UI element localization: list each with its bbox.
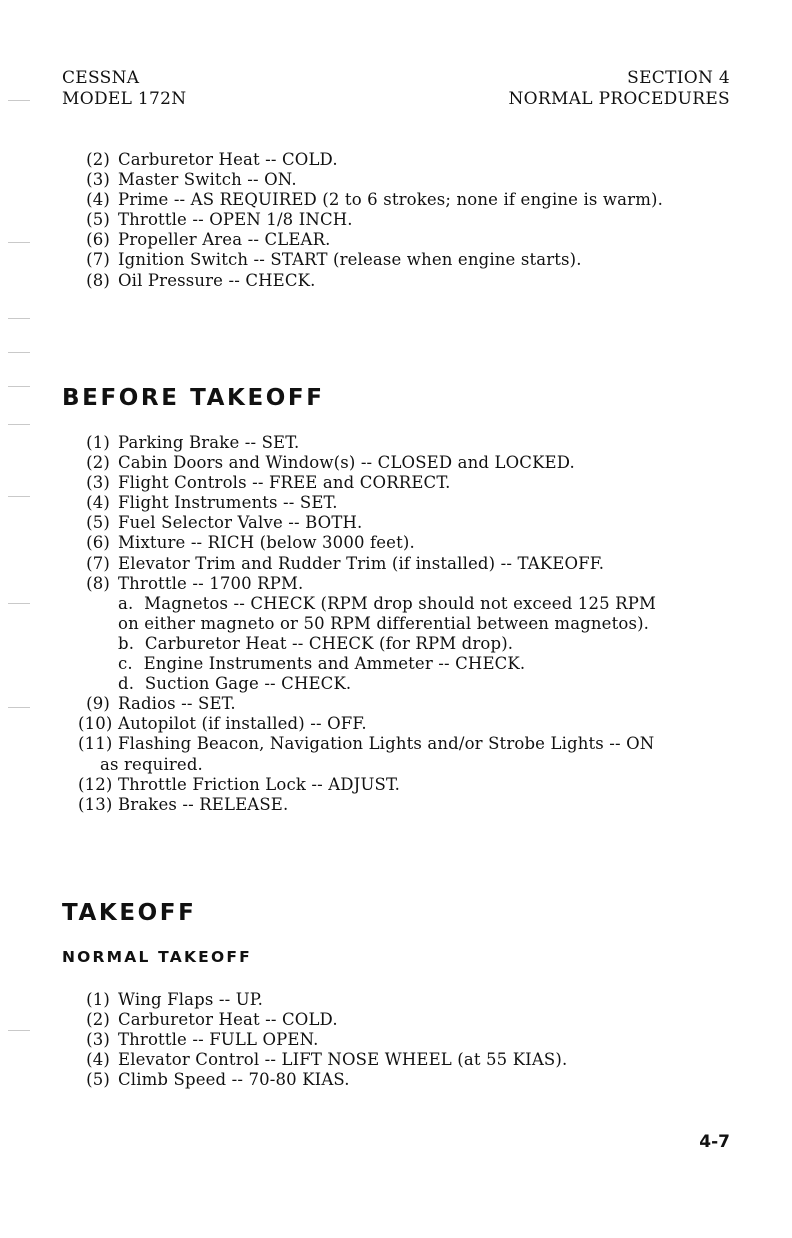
list-item	[78, 250, 663, 270]
item-number: (4)	[86, 1050, 110, 1070]
item-text: Throttle Friction Lock -- ADJUST.	[118, 774, 401, 794]
list-item	[78, 694, 748, 714]
item-text: Parking Brake -- SET.	[118, 433, 300, 452]
item-text: Propeller Area -- CLEAR.	[118, 230, 331, 250]
item-number: (9)	[86, 694, 110, 714]
item-text: Master Switch -- ON.	[118, 170, 297, 190]
item-number: (4)	[86, 493, 110, 513]
item-number: (5)	[86, 513, 110, 533]
item-text: Prime -- AS REQUIRED (2 to 6 strokes; none if engine is warm).	[118, 190, 663, 210]
normal-takeoff-subheading: NORMAL TAKEOFF	[62, 948, 252, 966]
item-text: Brakes -- RELEASE.	[118, 794, 289, 814]
scan-mark	[8, 603, 30, 604]
list-item	[78, 1010, 567, 1030]
item-number: (11)	[78, 734, 113, 754]
item-number: (3)	[86, 1030, 110, 1050]
normal-takeoff-list	[78, 990, 567, 1090]
item-text: Flight Controls -- FREE and CORRECT.	[118, 473, 451, 493]
item-text: Throttle -- FULL OPEN.	[118, 1030, 319, 1050]
page-header-right	[509, 68, 731, 110]
scan-mark	[8, 386, 30, 387]
starting-engine-list	[78, 150, 663, 291]
item-number: (7)	[86, 250, 110, 270]
list-item	[78, 533, 748, 553]
sub-item-continuation: on either magneto or 50 RPM differential between magnetos).	[118, 613, 650, 633]
item-number: (6)	[86, 230, 110, 250]
scan-mark	[8, 1030, 30, 1031]
item-text: Throttle -- OPEN 1/8 INCH.	[118, 210, 353, 230]
list-item	[78, 433, 748, 453]
list-item	[78, 574, 748, 594]
item-text: Elevator Trim and Rudder Trim (if installed) -- TAKEOFF.	[118, 553, 605, 573]
item-text: Fuel Selector Valve -- BOTH.	[118, 513, 363, 533]
item-text: Autopilot (if installed) -- OFF.	[118, 714, 367, 734]
page-number: 4-7	[699, 1132, 730, 1152]
item-text: Flashing Beacon, Navigation Lights and/or Strobe Lights -- ON	[118, 734, 655, 754]
model: MODEL 172N	[62, 89, 187, 109]
item-number: (8)	[86, 270, 110, 290]
scan-mark	[8, 424, 30, 425]
list-item	[78, 150, 663, 170]
item-number: (6)	[86, 533, 110, 553]
manufacturer: CESSNA	[62, 68, 140, 88]
list-item	[78, 990, 567, 1010]
list-item	[78, 513, 748, 533]
scan-mark	[8, 242, 30, 243]
list-item	[78, 554, 748, 574]
item-number: (3)	[86, 170, 110, 190]
list-item	[78, 1050, 567, 1070]
item-number: (5)	[86, 1070, 110, 1090]
item-text: Ignition Switch -- START (release when engine starts).	[118, 250, 582, 270]
item-text: Wing Flaps -- UP.	[118, 990, 264, 1009]
list-item	[78, 775, 748, 795]
list-item	[78, 795, 748, 815]
list-item	[78, 210, 663, 230]
section-number: SECTION 4	[627, 68, 730, 88]
list-item	[78, 473, 748, 493]
item-number: (8)	[86, 573, 110, 593]
item-number: (4)	[86, 190, 110, 210]
scan-mark	[8, 707, 30, 708]
section-title: NORMAL PROCEDURES	[508, 89, 730, 109]
list-item	[78, 493, 748, 513]
list-item	[78, 271, 663, 291]
list-item	[78, 1030, 567, 1050]
item-number: (5)	[86, 210, 110, 230]
scan-mark	[8, 100, 30, 101]
list-item	[78, 190, 663, 210]
list-item	[78, 230, 663, 250]
list-item	[78, 1070, 567, 1090]
item-continuation: as required.	[100, 754, 203, 774]
item-text: Climb Speed -- 70-80 KIAS.	[118, 1070, 350, 1090]
item-text: Carburetor Heat -- COLD.	[118, 150, 338, 169]
item-text: Carburetor Heat -- COLD.	[118, 1010, 338, 1030]
item-number: (2)	[86, 1010, 110, 1030]
item-number: (13)	[78, 794, 113, 814]
item-number: (2)	[86, 453, 110, 473]
item-number: (1)	[86, 433, 110, 452]
sub-item: c. Engine Instruments and Ammeter -- CHECK.	[118, 654, 526, 674]
before-takeoff-heading: BEFORE TAKEOFF	[62, 385, 325, 411]
item-number: (1)	[86, 990, 110, 1009]
sub-item: d. Suction Gage -- CHECK.	[118, 674, 352, 694]
before-takeoff-list	[78, 433, 748, 815]
scan-mark	[8, 496, 30, 497]
list-item	[78, 453, 748, 473]
item-text: Radios -- SET.	[118, 694, 236, 714]
item-number: (2)	[86, 150, 110, 169]
list-item	[78, 170, 663, 190]
item-text: Oil Pressure -- CHECK.	[118, 270, 316, 290]
item-text: Throttle -- 1700 RPM.	[118, 573, 304, 593]
item-number: (12)	[78, 774, 113, 794]
list-item	[78, 734, 748, 754]
item-text: Flight Instruments -- SET.	[118, 493, 338, 513]
item-number: (7)	[86, 553, 110, 573]
item-number: (3)	[86, 473, 110, 493]
item-text: Mixture -- RICH (below 3000 feet).	[118, 533, 415, 553]
item-text: Cabin Doors and Window(s) -- CLOSED and LOCKED.	[118, 453, 575, 473]
sub-item: a. Magnetos -- CHECK (RPM drop should not exceed 125 RPM	[118, 593, 657, 613]
scan-mark	[8, 352, 30, 353]
list-item	[78, 714, 748, 734]
item-text: Elevator Control -- LIFT NOSE WHEEL (at 55 KIAS).	[118, 1050, 568, 1070]
item-number: (10)	[78, 714, 113, 734]
takeoff-heading: TAKEOFF	[62, 900, 197, 926]
scan-mark	[8, 318, 30, 319]
sub-item: b. Carburetor Heat -- CHECK (for RPM drop).	[118, 633, 514, 653]
page-header-left	[62, 68, 186, 110]
